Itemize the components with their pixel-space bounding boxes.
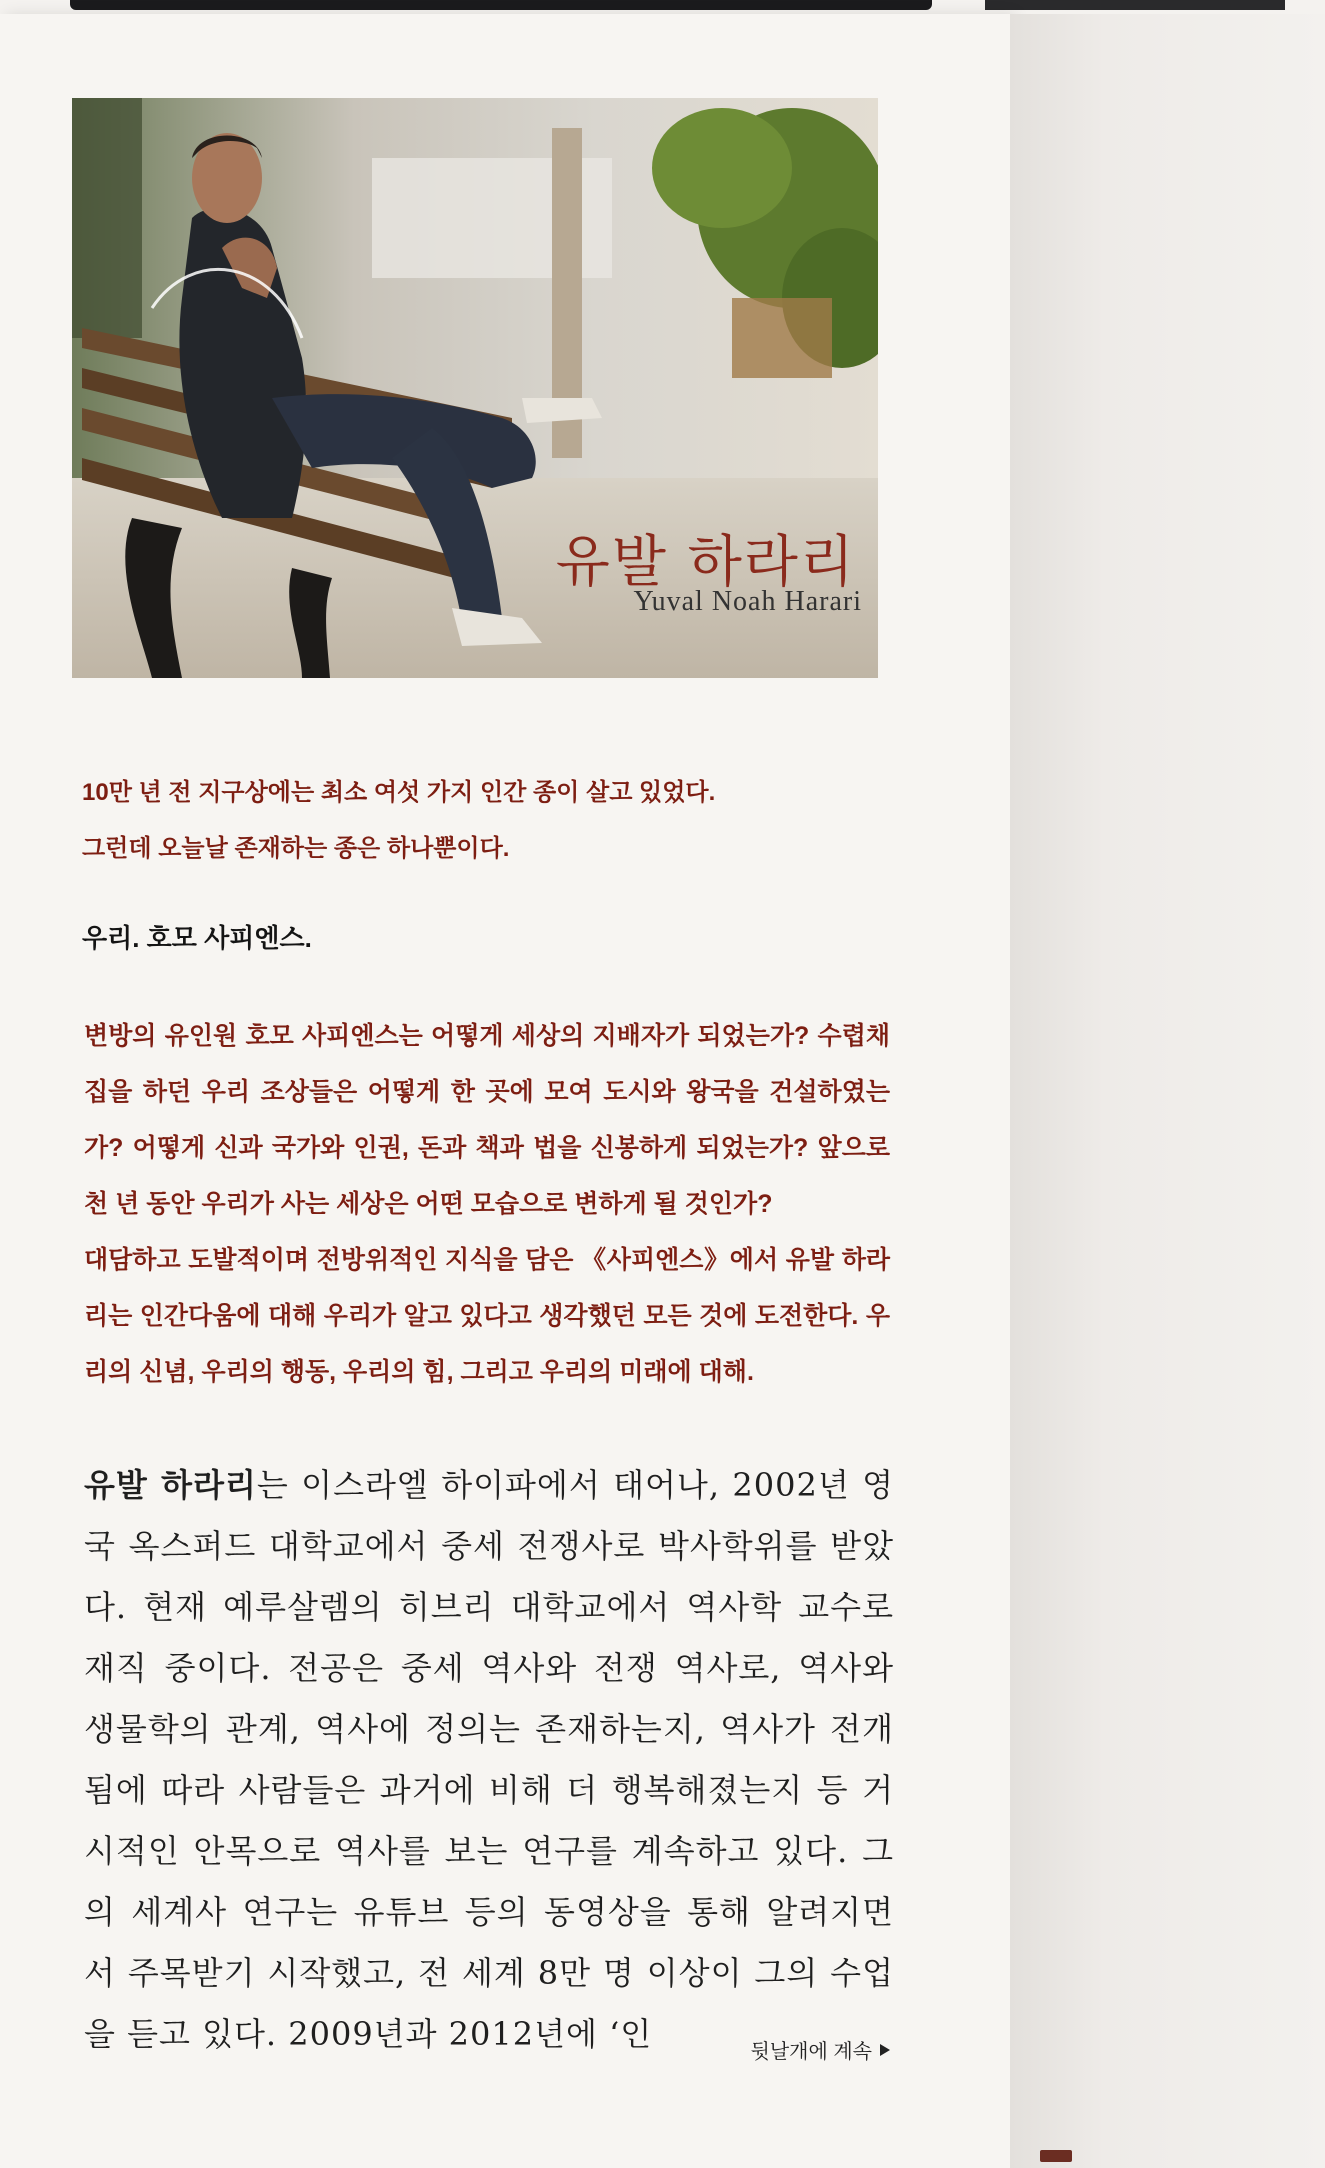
description-paragraph: 변방의 유인원 호모 사피엔스는 어떻게 세상의 지배자가 되었는가? 수렵채집을 하던 우리 조상들은 어떻게 한 곳에 모여 도시와 왕국을 건설하였는가? 어떻게 신과 국가와 인권, 돈과 책과 법을 신봉하게 되었는가? 앞으로 천 년 동안 우리가 사는 세상은 어떤 모습으로 변하게 될 것인가? [84,1022,890,1218]
top-edge-dark-band-right [985,0,1285,10]
bio-text: 는 이스라엘 하이파에서 태어나, 2002년 영국 옥스퍼드 대학교에서 중세 전쟁사로 박사학위를 받았다. 현재 예루살렘의 히브리 대학교에서 역사학 교수로 재직 중이다. 전공은 중세 역사와 전쟁 역사로, 역사와 생물학의 관계, 역사에 정의는 존재하는지, 역사가 전개됨에 따라 사람들은 과거에 비해 더 행복해졌는지 등 거시적인 안목으로 역사를 보는 연구를 계속하고 있다. 그의 세계사 연구는 유튜브 등의 동영상을 통해 알려지면서 주목받기 시작했고, 전 세계 8만 명 이상이 그의 수업을 듣고 있다. 2009년과 2012년에 ‘인 [84,1466,895,2053]
triangle-right-icon [880,2044,890,2056]
top-edge-dark-band [70,0,932,10]
bio-author-name: 유발 하라리 [84,1466,257,1504]
intro-text [82,765,902,877]
intro-line: 그런데 오늘날 존재하는 종은 하나뿐이다. [82,835,510,862]
background-surface [1010,14,1325,2168]
tagline: 우리. 호모 사피엔스. [82,923,312,953]
bottom-edge-mark [1040,2150,1072,2162]
book-description [84,1008,890,1400]
author-photo [72,98,878,678]
author-name-korean: 유발 하라리 [555,530,856,595]
description-paragraph: 대담하고 도발적이며 전방위적인 지식을 담은 《사피엔스》에서 유발 하라리는 인간다움에 대해 우리가 알고 있다고 생각했던 모든 것에 도전한다. 우리의 신념, 우리의 행동, 우리의 힘, 그리고 우리의 미래에 대해. [84,1246,890,1386]
continue-note [751,2035,890,2064]
author-bio [84,1455,894,2065]
intro-line: 10만 년 전 지구상에는 최소 여섯 가지 인간 종이 살고 있었다. [82,779,716,806]
continue-label: 뒷날개에 계속 [750,2041,872,2063]
author-name-english: Yuval Noah Harari [633,586,862,617]
